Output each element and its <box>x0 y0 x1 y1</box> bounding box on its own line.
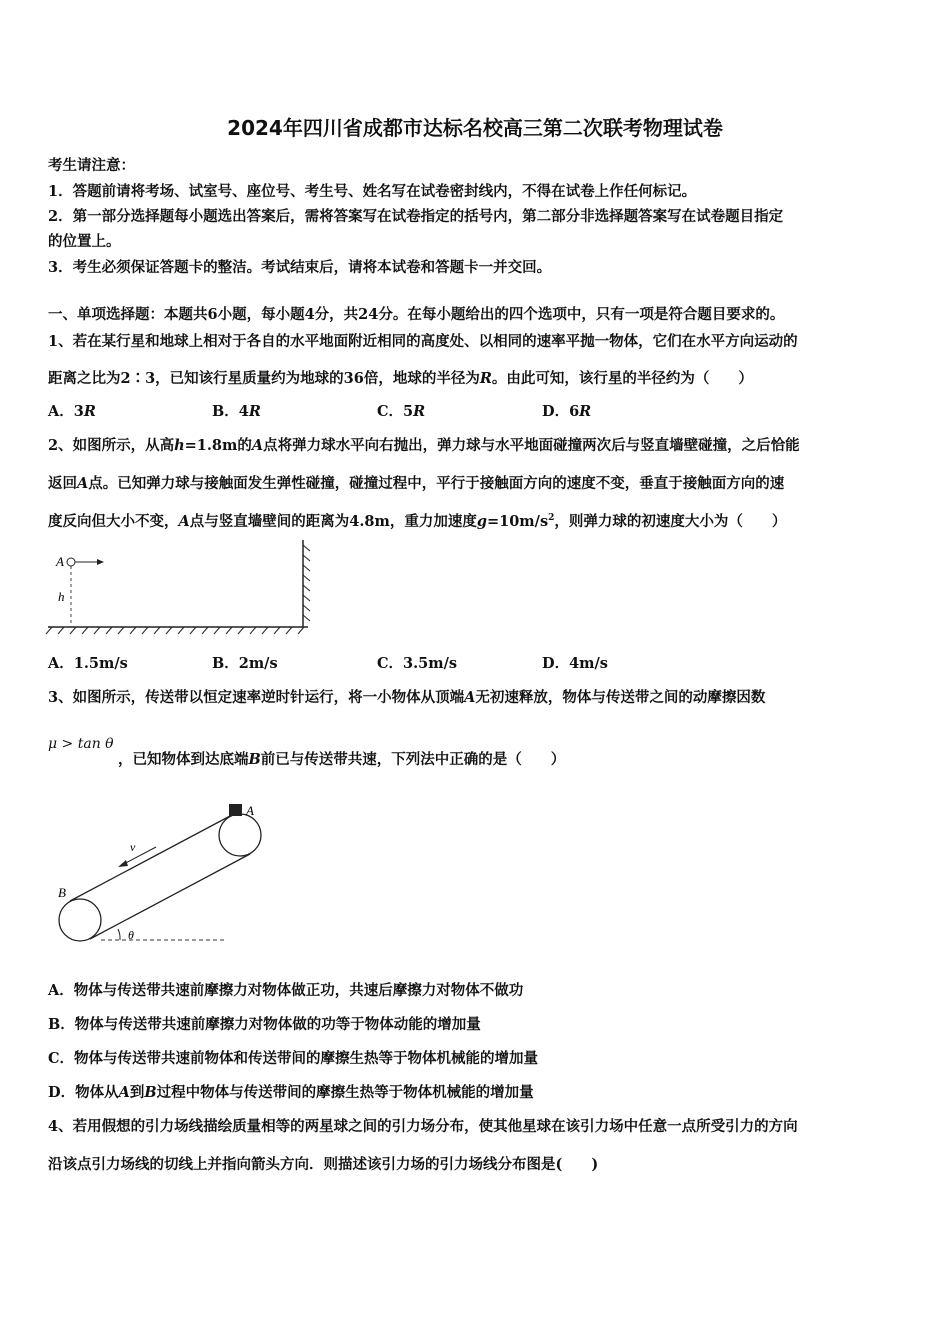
ground-hatching <box>46 627 304 634</box>
q2-line2: 返回A点。已知弹力球与接触面发生弹性碰撞，碰撞过程中，平行于接触面方向的速度不变，垂直于接触面方向的速 <box>48 475 785 492</box>
q3-line1: 3、如图所示，传送带以恒定速率逆时针运行，将一小物体从顶端A无初速释放，物体与传送带之间的动摩擦因数 <box>48 689 766 706</box>
q2-option-c: C．3.5m/s <box>377 655 458 672</box>
ball-icon <box>67 558 75 566</box>
q1-line1: 1、若在某行星和地球上相对于各自的水平地面附近相同的高度处、以相同的速率平抛一物体，它们在水平方向运动的 <box>48 333 798 350</box>
q1-line2: 距离之比为2∶3，已知该行星质量约为地球的36倍，地球的半径为R。由此可知，该行星的半径约为（ ） <box>48 370 753 387</box>
q1-option-c: C．5R <box>377 403 426 420</box>
q3-figure <box>40 795 280 955</box>
q4-line1: 4、若用假想的引力场线描绘质量相等的两星球之间的引力场分布，使其他星球在该引力场中任意一点所受引力的方向 <box>48 1118 798 1135</box>
section-heading: 一、单项选择题：本题共6小题，每小题4分，共24分。在每小题给出的四个选项中，只有一项是符合题目要求的。 <box>48 306 785 323</box>
angle-label: θ <box>128 928 134 942</box>
q3-formula: μ > tan θ <box>48 736 114 752</box>
velocity-label: v <box>130 840 136 854</box>
notice-item-2-cont: 的位置上。 <box>48 233 121 250</box>
notice-heading: 考生请注意： <box>48 157 135 174</box>
arrow-head-icon <box>118 860 128 867</box>
page-title: 2024年四川省成都市达标名校高三第二次联考物理试卷 <box>227 116 723 140</box>
q3-option-a: A．物体与传送带共速前摩擦力对物体做正功，共速后摩擦力对物体不做功 <box>48 982 524 999</box>
q3-option-b: B．物体与传送带共速前摩擦力对物体做的功等于物体动能的增加量 <box>48 1016 481 1033</box>
height-label: h <box>58 589 65 604</box>
angle-arc <box>118 929 120 940</box>
bottom-pulley <box>59 899 101 941</box>
belt-upper-line <box>70 816 230 901</box>
q1-option-b: B．4R <box>212 403 261 420</box>
notice-item-1: 1．答题前请将考场、试室号、座位号、考生号、姓名写在试卷密封线内，不得在试卷上作任何标记。 <box>48 183 697 200</box>
q3-option-d: D．物体从A到B过程中物体与传送带间的摩擦生热等于物体机械能的增加量 <box>48 1084 534 1101</box>
belt-lower-line <box>90 854 250 939</box>
q1-option-a: A．3R <box>48 403 96 420</box>
q3-option-c: C．物体与传送带共速前物体和传送带间的摩擦生热等于物体机械能的增加量 <box>48 1050 539 1067</box>
velocity-arrow <box>122 847 156 865</box>
q4-line2: 沿该点引力场线的切线上并指向箭头方向．则描述该引力场的引力场线分布图是( ) <box>48 1156 599 1173</box>
point-a-label: A <box>246 803 254 818</box>
q2-option-b: B．2m/s <box>212 655 278 672</box>
block-icon <box>229 804 242 816</box>
notice-item-3: 3．考生必须保证答题卡的整洁。考试结束后，请将本试卷和答题卡一并交回。 <box>48 259 552 276</box>
arrow-head-icon <box>97 559 104 565</box>
point-a-label: A <box>56 554 64 569</box>
notice-item-2: 2．第一部分选择题每小题选出答案后，需将答案写在试卷指定的括号内，第二部分非选择题答案写在试卷题目指定 <box>48 208 784 225</box>
q1-option-d: D．6R <box>542 403 592 420</box>
q2-figure <box>40 535 330 645</box>
q2-line1: 2、如图所示，从高h=1.8m的A点将弹力球水平向右抛出，弹力球与水平地面碰撞两次后与竖直墙壁碰撞，之后恰能 <box>48 437 800 454</box>
point-b-label: B <box>58 885 66 900</box>
q2-line3: 度反向但大小不变，A点与竖直墙壁间的距离为4.8m，重力加速度$g=10m/s^2$，则弹力球的初速度大小为（ ） <box>48 513 787 530</box>
q3-line2: ，已知物体到达底端B前已与传送带共速，下列法中正确的是（ ） <box>118 751 566 768</box>
q2-option-d: D．4m/s <box>542 655 608 672</box>
q2-option-a: A．1.5m/s <box>48 655 128 672</box>
top-pulley <box>219 814 261 856</box>
wall-hatching <box>303 545 310 621</box>
